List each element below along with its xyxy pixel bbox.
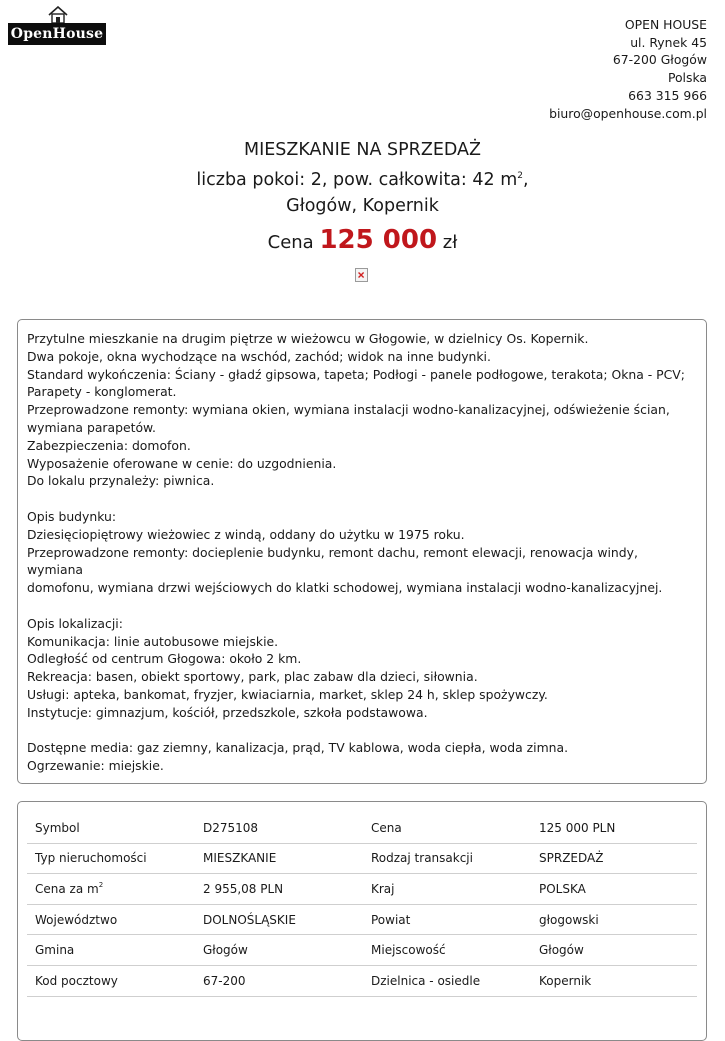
listing-summary [0, 163, 725, 193]
logo-text: OpenHouse [8, 23, 106, 45]
detail-key: Miejscowość [363, 935, 531, 966]
description-paragraph-3: Opis lokalizacji: Komunikacja: linie autobusowe miejskie. Odległość od centrum Głogowa: około 2 km. Rekreacja: basen, obiekt sportowy, park, plac zabaw dla dzieci, siłownia. Usługi: apteka, bankomat, fryzjer, kwiaciarnia, market, sklep 24 h, sklep spożywczy. Instytucje: gimnazjum, kościół, przedszkole, szkoła podstawowa. [27, 615, 548, 720]
detail-value: MIESZKANIE [195, 843, 363, 874]
details-table [27, 813, 697, 997]
detail-key: Województwo [27, 904, 195, 935]
description-paragraph-4: Dostępne media: gaz ziemny, kanalizacja, prąd, TV kablowa, woda ciepła, woda zimna. Ogrzewanie: miejskie. [27, 740, 569, 774]
detail-value: DOLNOŚLĄSKIE [195, 904, 363, 935]
listing-location: Głogów, Kopernik [286, 196, 439, 216]
table-row [27, 904, 697, 935]
detail-key: Kod pocztowy [27, 965, 195, 996]
logo[interactable] [8, 6, 106, 40]
detail-value: Głogów [531, 935, 697, 966]
contact-block [549, 16, 707, 122]
description-paragraph-2: Opis budynku: Dziesięciopiętrowy wieżowiec z windą, oddany do użytku w 1975 roku. Przeprowadzone remonty: docieplenie budynku, remont dachu, remont elewacji, renowacja windy, wymiana domofonu, wymiana drzwi wejściowych do klatki schodowej, wymiana instalacji wodno-kanalizacyjnej. [27, 508, 663, 596]
agency-city: 67-200 Głogów [612, 52, 707, 68]
price-currency: zł [442, 232, 458, 253]
agency-street: ul. Rynek 45 [630, 34, 707, 50]
table-row [27, 935, 697, 966]
price-label: Cena [267, 232, 314, 253]
price-line [0, 223, 725, 260]
detail-key: Typ nieruchomości [27, 843, 195, 874]
detail-key: Rodzaj transakcji [363, 843, 531, 874]
table-row [27, 874, 697, 905]
detail-value: D275108 [195, 813, 363, 843]
detail-key: Gmina [27, 935, 195, 966]
description-panel [17, 319, 707, 784]
detail-value: Głogów [195, 935, 363, 966]
table-row [27, 813, 697, 843]
detail-key-sup: 2 [98, 881, 104, 890]
detail-value: 67-200 [195, 965, 363, 996]
detail-key: Symbol [27, 813, 195, 843]
table-row [27, 965, 697, 996]
agency-name: OPEN HOUSE [624, 17, 707, 32]
detail-value: głogowski [531, 904, 697, 935]
detail-key: Cena [363, 813, 531, 843]
description-paragraph-1: Przytulne mieszkanie na drugim piętrze w wieżowcu w Głogowie, w dzielnicy Os. Kopernik. Dwa pokoje, okna wychodzące na wschód, zachód; widok na inne budynki. Standard wykończenia: Ściany - gładź gipsowa, tapeta; Podłogi - panele podłogowe, terakota; Okna - PCV; Parapety - konglomerat. Przeprowadzone remonty: wymiana okien, wymiana instalacji wodno-kanalizacyjnej, odświeżenie ścian, wymiana parapetów. Zabezpieczenia: domofon. Wyposażenie oferowane w cenie: do uzgodnienia. Do lokalu przynależy: piwnica. [27, 331, 685, 489]
detail-key [27, 874, 195, 905]
broken-image-icon [355, 268, 368, 282]
agency-phone[interactable]: 663 315 966 [628, 87, 707, 103]
details-panel [17, 801, 707, 1041]
house-icon [47, 6, 69, 24]
agency-country: Polska [667, 70, 707, 86]
detail-value: 2 955,08 PLN [195, 874, 363, 905]
agency-email[interactable]: biuro@openhouse.com.pl [549, 105, 707, 121]
summary-suffix: , [522, 170, 529, 190]
price-value: 125 000 [319, 225, 438, 255]
summary-text: liczba pokoi: 2, pow. całkowita: 42 m [196, 170, 518, 190]
detail-key: Dzielnica - osiedle [363, 965, 531, 996]
detail-value: 125 000 PLN [531, 813, 697, 843]
detail-key-text: Cena za m [35, 882, 99, 897]
detail-value: SPRZEDAŻ [531, 843, 697, 874]
area-unit-sup: 2 [517, 171, 523, 181]
detail-key: Powiat [363, 904, 531, 935]
listing-title [0, 137, 725, 260]
table-row [27, 843, 697, 874]
detail-value: Kopernik [531, 965, 697, 996]
detail-key: Kraj [363, 874, 531, 905]
listing-heading: MIESZKANIE NA SPRZEDAŻ [243, 140, 482, 160]
detail-value: POLSKA [531, 874, 697, 905]
